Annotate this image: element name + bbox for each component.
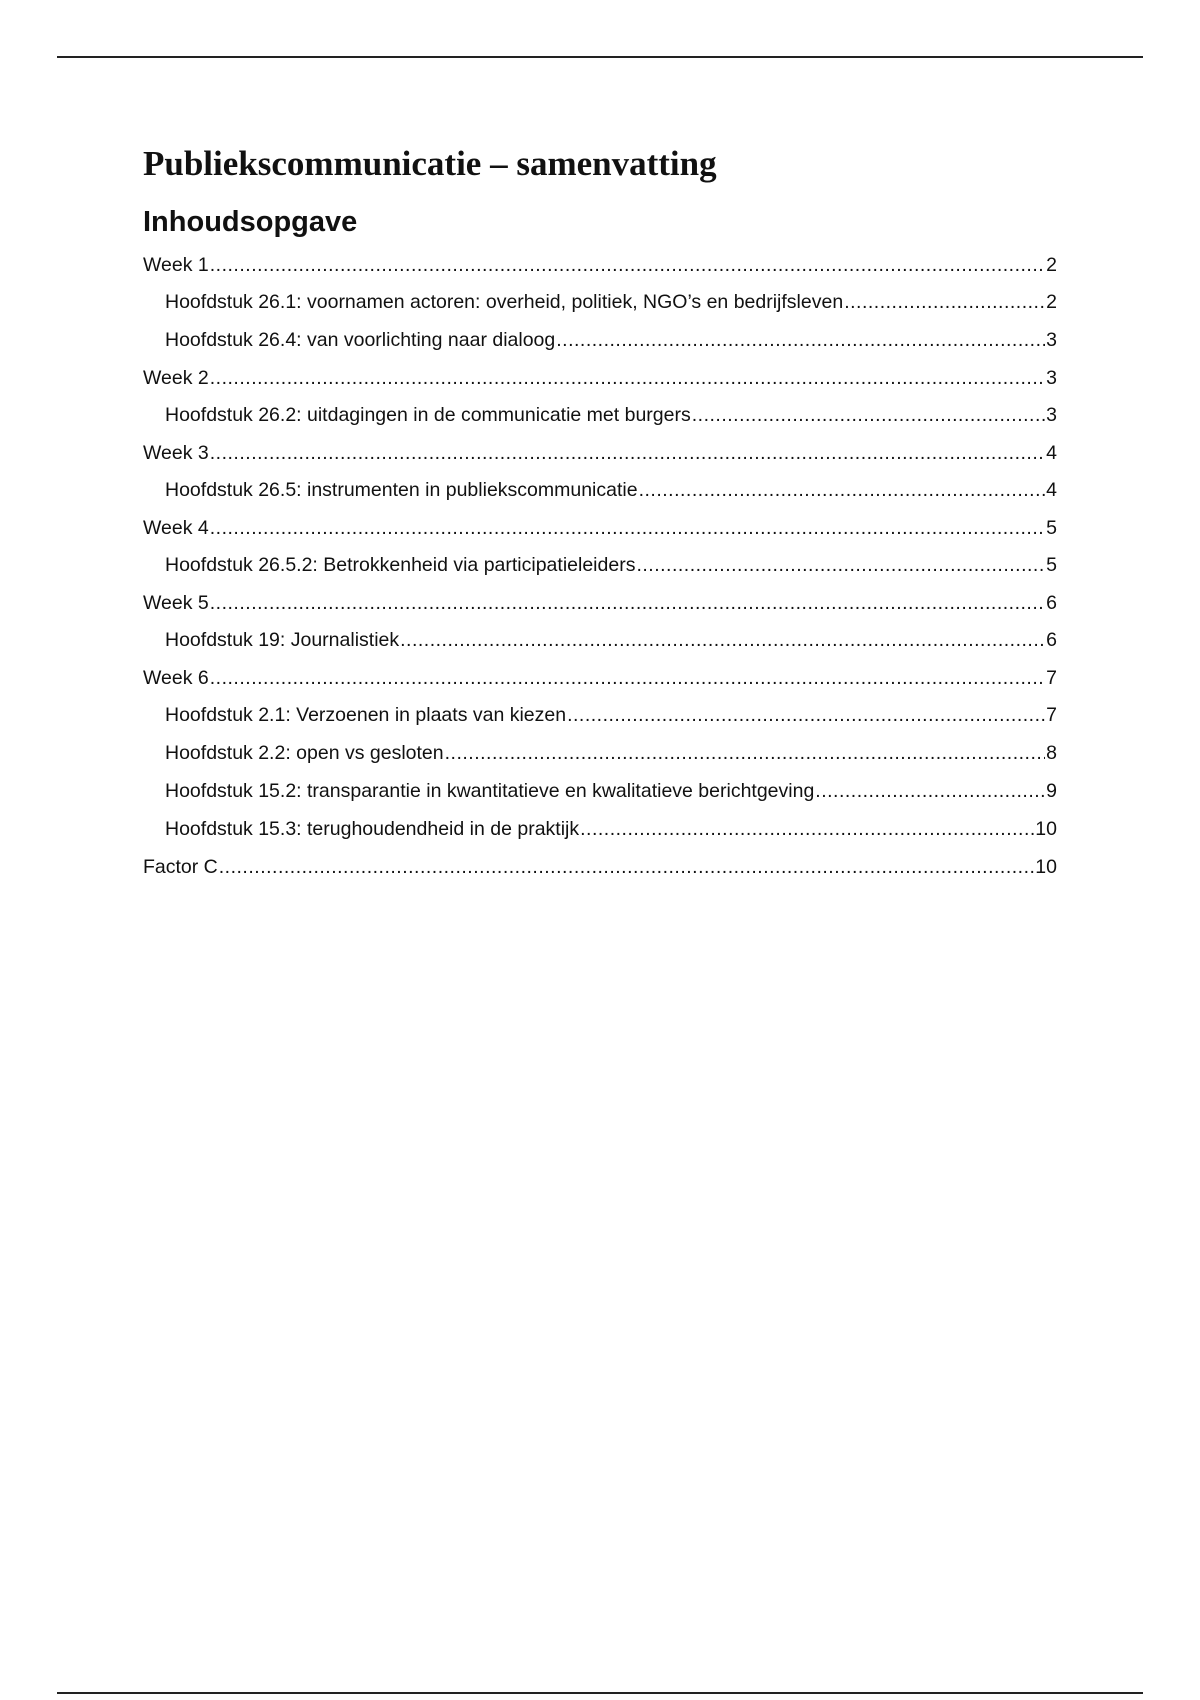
toc-entry[interactable] [143,778,1057,816]
toc-dot-leader [210,590,1045,616]
toc-page-number: 6 [1046,629,1057,651]
toc-page-number: 5 [1046,554,1057,576]
toc-entry-text: Week 6 [143,667,209,689]
toc-entry[interactable] [143,665,1057,702]
document-title: Publiekscommunicatie – samenvatting [143,144,717,183]
toc-page-number: 2 [1046,254,1057,276]
toc-entry-text: Hoofdstuk 26.5.2: Betrokkenheid via participatieleiders [165,554,636,576]
toc-page-number: 4 [1046,479,1057,501]
table-of-contents [143,252,1057,891]
toc-page-number: 4 [1046,442,1057,464]
toc-dot-leader [400,627,1045,653]
toc-entry-text: Week 5 [143,592,209,614]
toc-page-number: 7 [1046,667,1057,689]
toc-entry-text: Week 1 [143,254,209,276]
toc-entry-text: Hoofdstuk 15.3: terughoudendheid in de praktijk [165,818,580,840]
toc-dot-leader [639,477,1046,503]
toc-entry[interactable] [143,627,1057,665]
toc-heading: Inhoudsopgave [143,206,358,238]
toc-dot-leader [219,854,1035,880]
toc-dot-leader [210,665,1045,691]
toc-dot-leader [692,402,1045,428]
toc-entry-text: Hoofdstuk 15.2: transparantie in kwantitatieve en kwalitatieve berichtgeving [165,780,815,802]
toc-entry-text: Hoofdstuk 2.1: Verzoenen in plaats van kiezen [165,704,567,726]
header-rule [57,56,1143,58]
toc-entry[interactable] [143,816,1057,854]
toc-dot-leader [567,702,1045,728]
toc-page-number: 8 [1046,742,1057,764]
toc-page-number: 9 [1046,780,1057,802]
toc-page-number: 3 [1046,404,1057,426]
toc-entry[interactable] [143,440,1057,477]
toc-entry-text: Hoofdstuk 19: Journalistiek [165,629,400,651]
toc-entry-text: Week 2 [143,367,209,389]
toc-entry[interactable] [143,252,1057,289]
toc-dot-leader [580,816,1034,842]
toc-entry[interactable] [143,854,1057,891]
toc-dot-leader [815,778,1045,804]
toc-entry-text: Hoofdstuk 26.2: uitdagingen in de communicatie met burgers [165,404,691,426]
toc-page-number: 3 [1046,329,1057,351]
toc-page-number: 10 [1035,856,1057,878]
toc-dot-leader [210,440,1045,466]
toc-entry[interactable] [143,402,1057,440]
toc-page-number: 7 [1046,704,1057,726]
toc-dot-leader [556,327,1045,353]
toc-entry-text: Hoofdstuk 26.4: van voorlichting naar dialoog [165,329,556,351]
toc-entry[interactable] [143,515,1057,552]
toc-entry-text: Hoofdstuk 2.2: open vs gesloten [165,742,444,764]
toc-entry-text: Factor C [143,856,218,878]
toc-entry-text: Week 3 [143,442,209,464]
toc-page-number: 6 [1046,592,1057,614]
toc-entry[interactable] [143,289,1057,327]
toc-dot-leader [636,552,1045,578]
toc-entry[interactable] [143,590,1057,627]
page-content [143,138,1057,891]
toc-page-number: 5 [1046,517,1057,539]
toc-entry[interactable] [143,327,1057,365]
toc-page-number: 3 [1046,367,1057,389]
toc-entry[interactable] [143,740,1057,778]
toc-page-number: 10 [1035,818,1057,840]
toc-entry[interactable] [143,552,1057,590]
toc-entry[interactable] [143,365,1057,402]
toc-dot-leader [445,740,1046,766]
footer-rule [57,1692,1143,1694]
toc-entry[interactable] [143,702,1057,740]
toc-entry-text: Hoofdstuk 26.1: voornamen actoren: overheid, politiek, NGO’s en bedrijfsleven [165,291,844,313]
toc-dot-leader [210,252,1045,278]
toc-dot-leader [210,365,1045,391]
toc-entry[interactable] [143,477,1057,515]
toc-dot-leader [210,515,1045,541]
toc-dot-leader [844,289,1045,315]
toc-page-number: 2 [1046,291,1057,313]
toc-entry-text: Hoofdstuk 26.5: instrumenten in publiekscommunicatie [165,479,638,501]
toc-entry-text: Week 4 [143,517,209,539]
